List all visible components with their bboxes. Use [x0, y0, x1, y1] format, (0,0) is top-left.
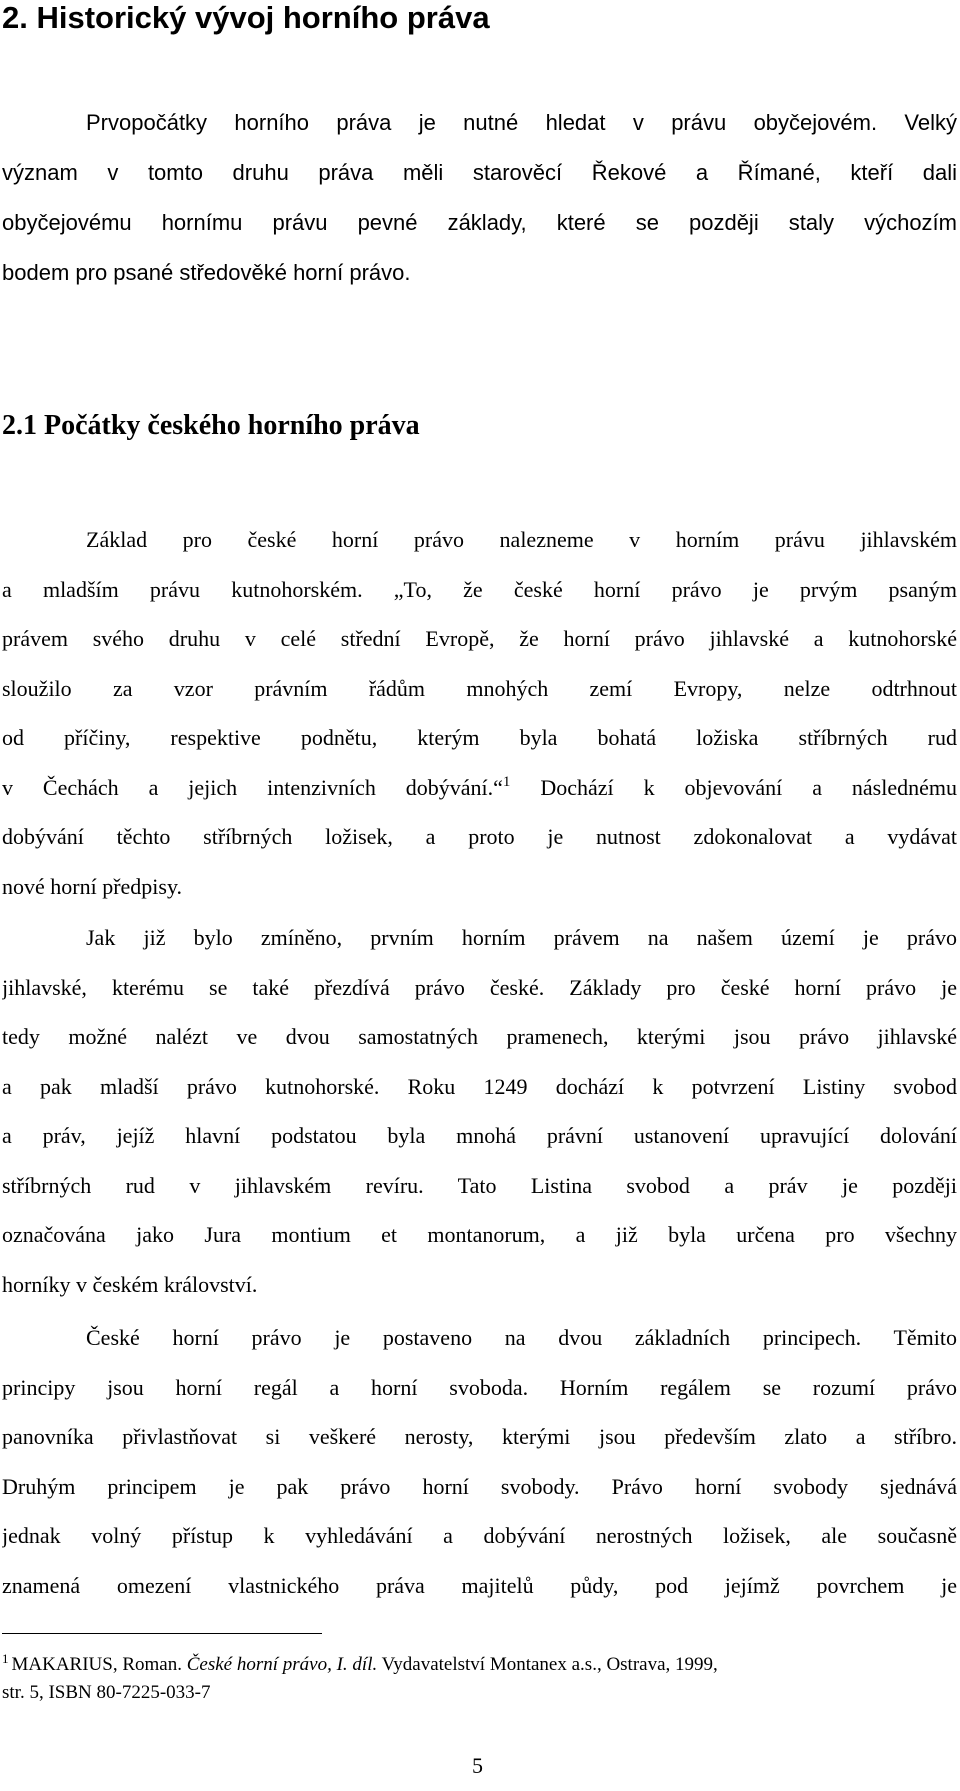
- paragraph-line: principy jsou horní regál a horní svoboda. Horním regálem se rozumí právo: [2, 1374, 957, 1400]
- paragraph-line: tedy možné nalézt ve dvou samostatných pramenech, kterými jsou právo jihlavské: [2, 1024, 957, 1049]
- footnote-title: České horní právo, I. díl.: [186, 1654, 378, 1675]
- paragraph-1: [2, 515, 957, 911]
- paragraph-line-with-footnote-ref: [2, 763, 957, 813]
- section-heading: 2.1 Počátky českého horního práva: [2, 410, 420, 441]
- paragraph-line: horníky v českém království.: [2, 1271, 258, 1297]
- paragraph-line: Druhým principem je pak právo horní svobody. Právo horní svobody sjednává: [2, 1473, 957, 1499]
- page-number: 5: [472, 1753, 483, 1778]
- paragraph-line: právem svého druhu v celé střední Evropě, že horní právo jihlavské a kutnohorské: [2, 626, 957, 651]
- paragraph-2: [2, 913, 957, 1309]
- paragraph-line: sloužilo za vzor právním řádům mnohých zemí Evropy, nelze odtrhnout: [2, 675, 957, 701]
- footnote-number: 1: [2, 1651, 9, 1666]
- paragraph-line: znamená omezení vlastnického práva majitelů půdy, pod jejímž povrchem je: [2, 1572, 957, 1598]
- paragraph-line: jednak volný přístup k vyhledávání a dobývání nerostných ložisek, ale současně: [2, 1523, 957, 1548]
- intro-line: Prvopočátky horního práva je nutné hledat v právu obyčejovém. Velký: [86, 110, 957, 135]
- intro-line: význam v tomto druhu práva měli starověcí Řekové a Římané, kteří dali: [2, 160, 957, 185]
- intro-line: obyčejovému hornímu právu pevné základy, které se později staly výchozím: [2, 210, 957, 235]
- paragraph-line: jihlavské, kterému se také přezdívá právo české. Základy pro české horní právo je: [2, 974, 957, 1000]
- paragraph-line: dobývání těchto stříbrných ložisek, a proto je nutnost zdokonalovat a vydávat: [2, 824, 957, 849]
- paragraph-line: stříbrných rud v jihlavském revíru. Tato Listina svobod a práv je později: [2, 1172, 957, 1198]
- intro-paragraph: [2, 98, 957, 298]
- paragraph-text: Dochází k objevování a následnému: [510, 774, 957, 800]
- footnote: [2, 1651, 957, 1707]
- footnote-line: str. 5, ISBN 80-7225-033-7: [2, 1682, 211, 1703]
- paragraph-line: panovníka přivlastňovat si veškeré nerosty, kterými jsou především zlato a stříbro.: [2, 1424, 957, 1449]
- footnote-author: MAKARIUS, Roman.: [11, 1654, 187, 1675]
- paragraph-line: a pak mladší právo kutnohorské. Roku 1249 dochází k potvrzení Listiny svobod: [2, 1073, 957, 1099]
- footnote-separator: [2, 1633, 322, 1634]
- paragraph-line: a mladším právu kutnohorském. „To, že české horní právo je prvým psaným: [2, 576, 957, 602]
- paragraph-line: České horní právo je postaveno na dvou základních principech. Těmito: [86, 1325, 957, 1350]
- footnote-publisher: Vydavatelství Montanex a.s., Ostrava, 1999,: [377, 1654, 718, 1675]
- paragraph-line: označována jako Jura montium et montanorum, a již byla určena pro všechny: [2, 1222, 957, 1247]
- footnote-reference[interactable]: 1: [502, 773, 511, 790]
- paragraph-line: Základ pro české horní právo nalezneme v horním právu jihlavském: [86, 527, 957, 552]
- chapter-heading: 2. Historický vývoj horního práva: [2, 0, 490, 35]
- footnote-line: [2, 1651, 957, 1679]
- paragraph-line: Jak již bylo zmíněno, prvním horním právem na našem území je právo: [86, 925, 957, 950]
- paragraph-3: [2, 1313, 957, 1610]
- intro-line: bodem pro psané středověké horní právo.: [2, 260, 411, 285]
- paragraph-line: a práv, jejíž hlavní podstatou byla mnohá právní ustanovení upravující dolování: [2, 1123, 957, 1148]
- paragraph-line: od příčiny, respektive podnětu, kterým byla bohatá ložiska stříbrných rud: [2, 725, 957, 750]
- paragraph-line: nové horní předpisy.: [2, 873, 183, 899]
- quote-end-text: v Čechách a jejich intenzivních dobývání.“: [2, 774, 503, 800]
